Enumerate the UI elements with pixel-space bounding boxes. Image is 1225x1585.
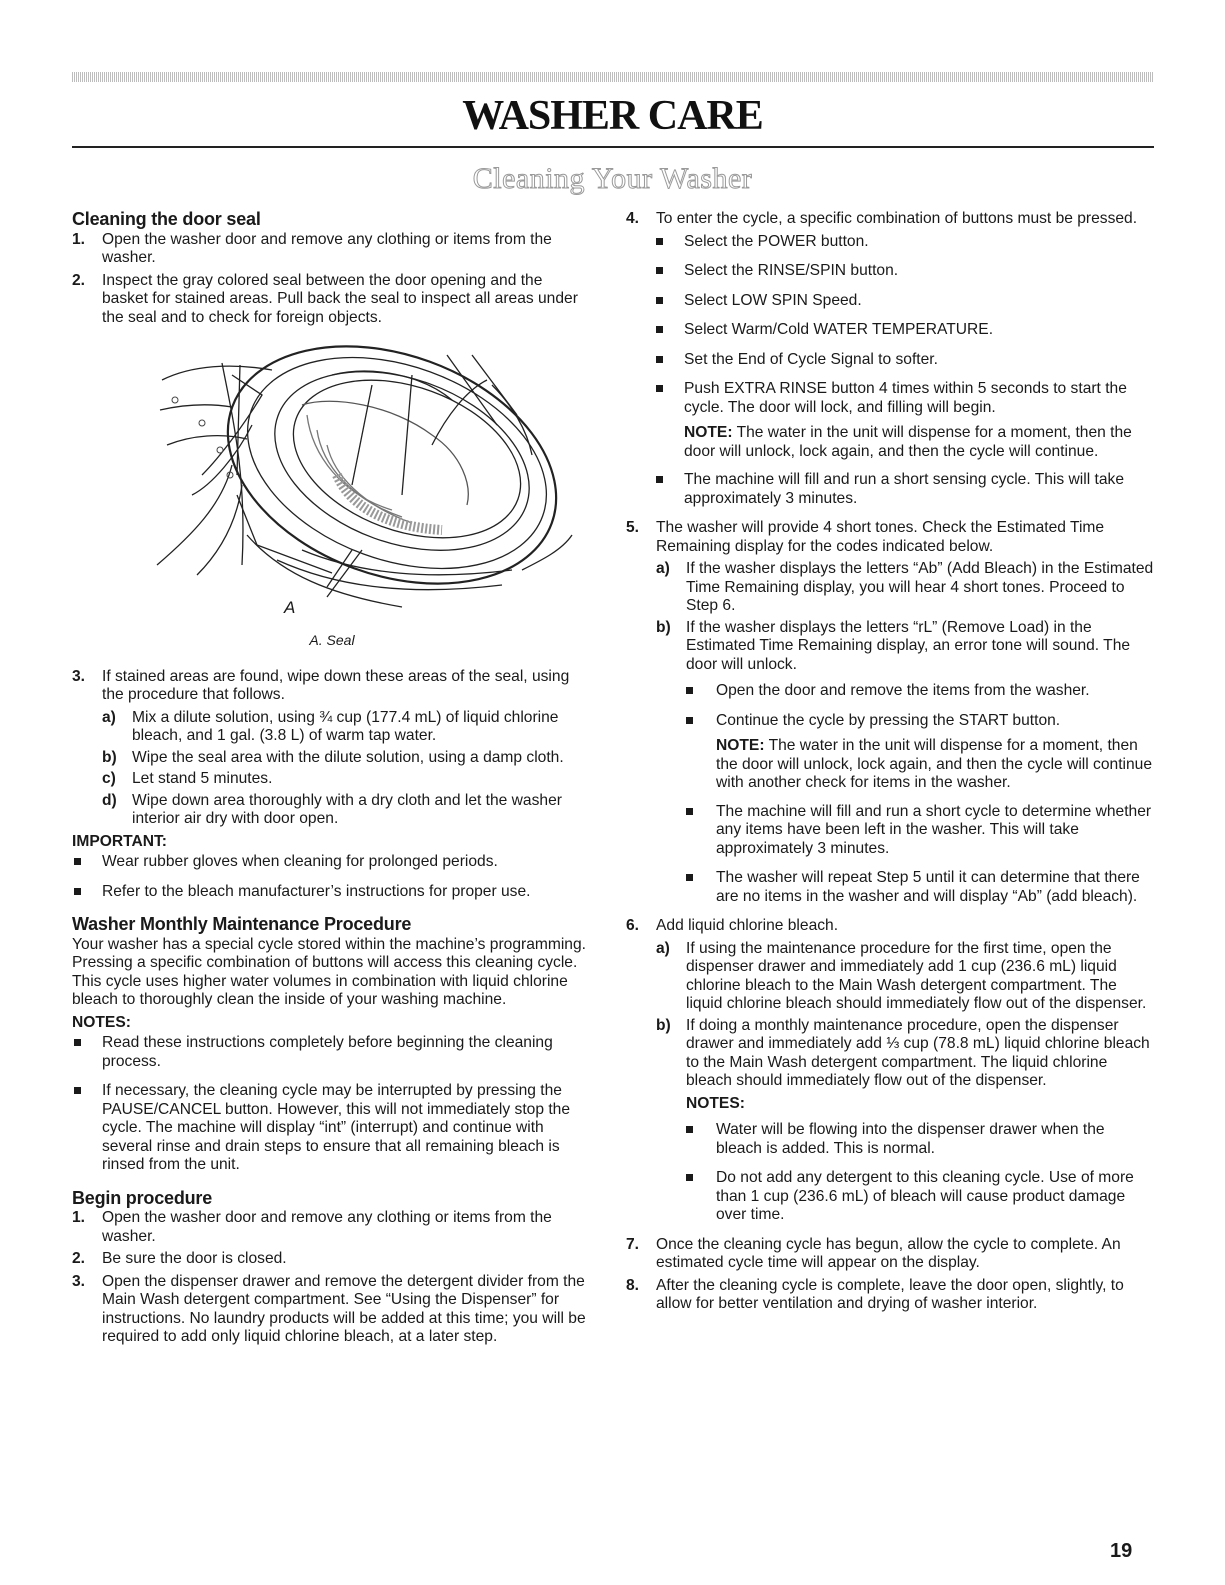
figure-caption: A. Seal (309, 632, 355, 648)
washer-seal-drawing (72, 335, 592, 635)
monthly-notes-label: NOTES: (72, 1013, 131, 1031)
step-4: 4. To enter the cycle, a specific combination of buttons must be pressed. (626, 210, 1138, 227)
door-seal-step-3: 3. If stained areas are found, wipe down these areas of the seal, using the procedure that follows. (72, 667, 570, 703)
door-seal-substep-b: b) Wipe the seal area with the dilute solution, using a damp cloth. (102, 748, 564, 766)
step-6-note: Do not add any detergent to this cleaning cycle. Use of more than 1 cup (236.6 mL) of bleach will cause product damage over time. (626, 1169, 1154, 1225)
door-seal-illustration (72, 335, 592, 635)
page-title: WASHER CARE (462, 93, 763, 139)
door-seal-heading: Cleaning the door seal (72, 209, 261, 229)
step-5a: a) If the washer displays the letters “Ab” (Add Bleach) in the Estimated Time Remaining display, you will hear 4 short tones. Proceed to Step 6. (656, 560, 1154, 614)
door-seal-substep-a: a) Mix a dilute solution, using ¾ cup (177.4 mL) of liquid chlorine bleach, and 1 gal. (3.8 L) of warm tap water. (102, 708, 559, 744)
step-5b-item: Open the door and remove the items from the washer. (626, 682, 1154, 701)
monthly-note: Read these instructions completely before beginning the cleaning process. (72, 1034, 592, 1071)
begin-heading: Begin procedure (72, 1187, 213, 1208)
step-5b-item: Continue the cycle by pressing the START button. (626, 712, 1154, 731)
monthly-note: If necessary, the cleaning cycle may be interrupted by pressing the PAUSE/CANCEL button. However, this will not immediately stop the cycle. The machine will display “int” (interrupt) and continue with several rinse and drain steps to ensure that all remaining bleach is rinsed from the unit. (72, 1082, 592, 1175)
important-item: Wear rubber gloves when cleaning for prolonged periods. (72, 853, 592, 872)
door-seal-step-1: 1. Open the washer door and remove any clothing or items from the washer. (72, 230, 552, 266)
step-4-item: The machine will fill and run a short sensing cycle. This will take approximately 3 minutes. (626, 471, 1154, 508)
important-label: IMPORTANT: (72, 832, 167, 850)
door-seal-substep-d: d) Wipe down area thoroughly with a dry cloth and let the washer interior air dry with door open. (102, 791, 562, 827)
important-item: Refer to the bleach manufacturer’s instructions for proper use. (72, 883, 592, 902)
title-rule (72, 146, 1154, 148)
step-6-notes-label: NOTES: (686, 1094, 745, 1112)
right-column (626, 210, 1154, 1318)
step-5b-item: The machine will fill and run a short cycle to determine whether any items have been left in the washer. This will take approximately 3 minutes. (626, 803, 1154, 859)
begin-step-2: 2. Be sure the door is closed. (72, 1250, 287, 1267)
step-4-item: Select LOW SPIN Speed. (626, 292, 1154, 311)
figure-label-a: A (284, 598, 296, 617)
step-5b-item: The washer will repeat Step 5 until it can determine that there are no items in the washer and will display “Ab” (add bleach). (626, 869, 1154, 906)
step-4-item: Push EXTRA RINSE button 4 times within 5 seconds to start the cycle. The door will lock, and filling will begin. (626, 380, 1154, 417)
step-6-note: Water will be flowing into the dispenser drawer when the bleach is added. This is normal. (626, 1121, 1154, 1158)
step-8: 8. After the cleaning cycle is complete, leave the door open, slightly, to allow for better ventilation and drying of washer interior. (626, 1276, 1124, 1312)
monthly-intro: Your washer has a special cycle stored within the machine’s programming. Pressing a specific combination of buttons will access this cleaning cycle. This cycle uses higher water volumes in combination with liquid chlorine bleach to thoroughly clean the inside of your washing machine. (72, 935, 586, 1008)
door-seal-step-2: 2. Inspect the gray colored seal between the door opening and the basket for stained areas. Pull back the seal to inspect all areas under the seal and to check for foreign objects. (72, 271, 578, 326)
step-4-item: Select Warm/Cold WATER TEMPERATURE. (626, 321, 1154, 340)
page-number: 19 (1110, 1540, 1133, 1562)
begin-step-3: 3. Open the dispenser drawer and remove the detergent divider from the Main Wash detergent compartment. See “Using the Dispenser” for instructions. No laundry products will be added at this time; you will be required to add only liquid chlorine bleach, at a later step. (72, 1272, 586, 1345)
begin-step-1: 1. Open the washer door and remove any clothing or items from the washer. (72, 1209, 552, 1245)
step-6: 6. Add liquid chlorine bleach. (626, 917, 839, 934)
step-5: 5. The washer will provide 4 short tones. Check the Estimated Time Remaining display for the codes indicated below. (626, 519, 1105, 555)
step-4-item: Select the RINSE/SPIN button. (626, 262, 1154, 281)
door-seal-substep-c: c) Let stand 5 minutes. (102, 770, 273, 787)
step-6a: a) If using the maintenance procedure for the first time, open the dispenser drawer and immediately add 1 cup (236.6 mL) liquid chlorine bleach to the Main Wash detergent compartment. The liquid chlorine bleach should immediately flow out of the dispenser. (656, 939, 1147, 1012)
section-title: Cleaning Your Washer (472, 162, 753, 195)
step-6b: b) If doing a monthly maintenance procedure, open the dispenser drawer and immediately add ⅓ cup (78.8 mL) liquid chlorine bleach to the Main Wash detergent compartment. The liquid chlorine bleach should immediately flow out of the dispenser. (656, 1016, 1150, 1089)
step-5b-note: NOTE: The water in the unit will dispense for a moment, then the door will unlock, lock again, and then the cycle will continue with another check for items in the washer. (716, 737, 1153, 791)
left-column (72, 210, 592, 1351)
step-4-item: Select the POWER button. (626, 233, 1154, 252)
step-7: 7. Once the cleaning cycle has begun, allow the cycle to complete. An estimated cycle time will appear on the display. (626, 1235, 1121, 1271)
monthly-heading: Washer Monthly Maintenance Procedure (72, 914, 412, 934)
step-4-item: Set the End of Cycle Signal to softer. (626, 351, 1154, 370)
step-5b: b) If the washer displays the letters “rL” (Remove Load) in the Estimated Time Remaining display, an error tone will sound. The door will unlock. (656, 618, 1131, 673)
top-decorative-band (72, 72, 1154, 82)
step-4-note: NOTE: The water in the unit will dispense for a moment, then the door will unlock, lock again, and then the cycle will continue. (684, 424, 1132, 460)
